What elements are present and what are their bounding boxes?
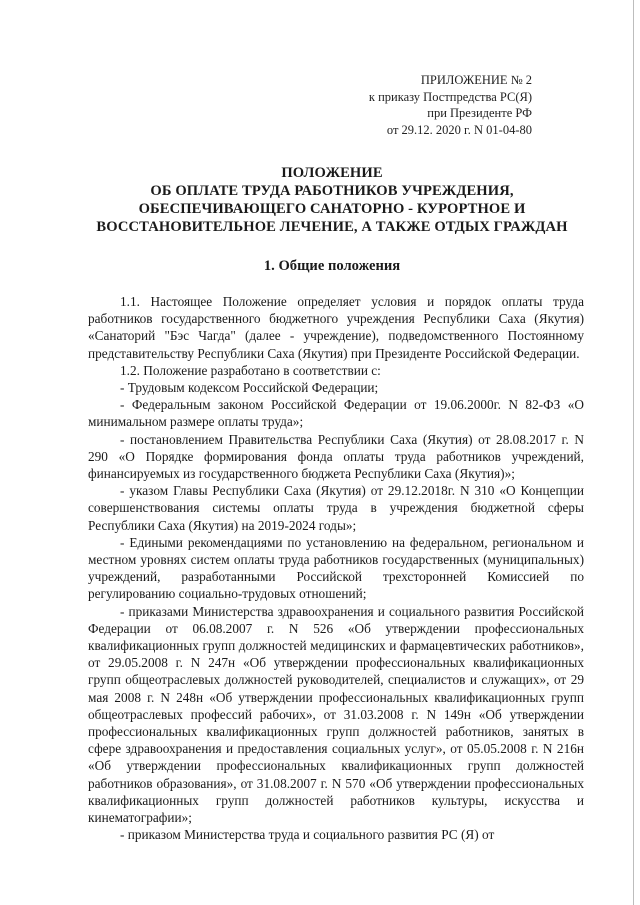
- appendix-header: [332, 72, 532, 138]
- appendix-order-ref: к приказу Постпредства РС(Я): [368, 89, 532, 104]
- document-body: [88, 293, 584, 844]
- list-item-government-decree: - постановлением Правительства Республики Саха (Якутия) от 28.08.2017 г. N 290 «О Порядке формирования фонда оплаты труда работников учреждений, финансируемых из государственного бюджета Республики Саха (Якутия)»;: [88, 431, 584, 482]
- title-line-3: ОБЕСПЕЧИВАЮЩЕГО САНАТОРНО - КУРОРТНОЕ И: [138, 201, 526, 217]
- list-item-labor-code: - Трудовым кодексом Российской Федерации;: [120, 380, 379, 396]
- appendix-date: от 29.12. 2020 г. N 01-04-80: [386, 122, 532, 137]
- title-line-1: ПОЛОЖЕНИЕ: [281, 165, 383, 181]
- list-item-federal-law: - Федеральным законом Российской Федерации от 19.06.2000г. N 82-ФЗ «О минимальном размере оплаты труда»;: [88, 397, 584, 430]
- list-item-unified-recommendations: - Едиными рекомендациями по установлению на федеральном, региональном и местном уровнях систем оплаты труда работников государственных (муниципальных) учреждений, разработанными Российской трехсторонней Комиссией по регулированию социально-трудовых отношений;: [88, 534, 584, 602]
- paragraph-1-2: 1.2. Положение разработано в соответствии с:: [120, 362, 381, 378]
- title-line-2: ОБ ОПЛАТЕ ТРУДА РАБОТНИКОВ УЧРЕЖДЕНИЯ,: [150, 183, 514, 199]
- appendix-authority: при Президенте РФ: [427, 106, 532, 120]
- appendix-number: ПРИЛОЖЕНИЕ № 2: [420, 73, 532, 87]
- list-item-labor-ministry-order: - приказом Министерства труда и социального развития РС (Я) от: [120, 827, 495, 843]
- document-title: [82, 164, 582, 236]
- title-line-4: ВОССТАНОВИТЕЛЬНОЕ ЛЕЧЕНИЕ, А ТАКЖЕ ОТДЫХ ГРАЖДАН: [96, 219, 568, 235]
- section-heading: 1. Общие положения: [263, 258, 401, 274]
- list-item-head-decree: - указом Главы Республики Саха (Якутия) от 29.12.2018г. N 310 «О Концепции совершенствования системы оплаты труда в учреждения бюджетной сферы Республики Саха (Якутия) на 2019-2024 годы»;: [88, 483, 584, 533]
- scan-edge-line: [633, 0, 634, 905]
- paragraph-1-1: 1.1. Настоящее Положение определяет условия и порядок оплаты труда работников государственного бюджетного учреждения Республики Саха (Якутия) «Санаторий "Бэс Чагда" (далее - учреждение), подведомственного Постоянному представительству Республики Саха (Якутия) при Президенте Российской Федерации.: [88, 294, 584, 361]
- list-item-ministry-orders: - приказами Министерства здравоохранения и социального развития Российской Федерации от 06.08.2007 г. N 526 «Об утверждении профессиональных квалификационных групп должностей медицинских и фармацевтических работников», от 29.05.2008 г. N 247н «Об утверждении профессиональных квалификационных групп общеотраслевых должностей руководителей, специалистов и служащих», от 29 мая 2008 г. N 248н «Об утверждении профессиональных квалификационных групп общеотраслевых профессий рабочих», от 31.03.2008 г. N 149н «Об утверждении профессиональных квалификационных групп должностей работников, занятых в сфере здравоохранения и предоставления социальных услуг», от 05.05.2008 г. N 216н «Об утверждении профессиональных квалификационных групп должностей работников образования», от 31.08.2007 г. N 570 «Об утверждении профессиональных квалификационных групп должностей работников культуры, искусства и кинематографии»;: [88, 603, 584, 826]
